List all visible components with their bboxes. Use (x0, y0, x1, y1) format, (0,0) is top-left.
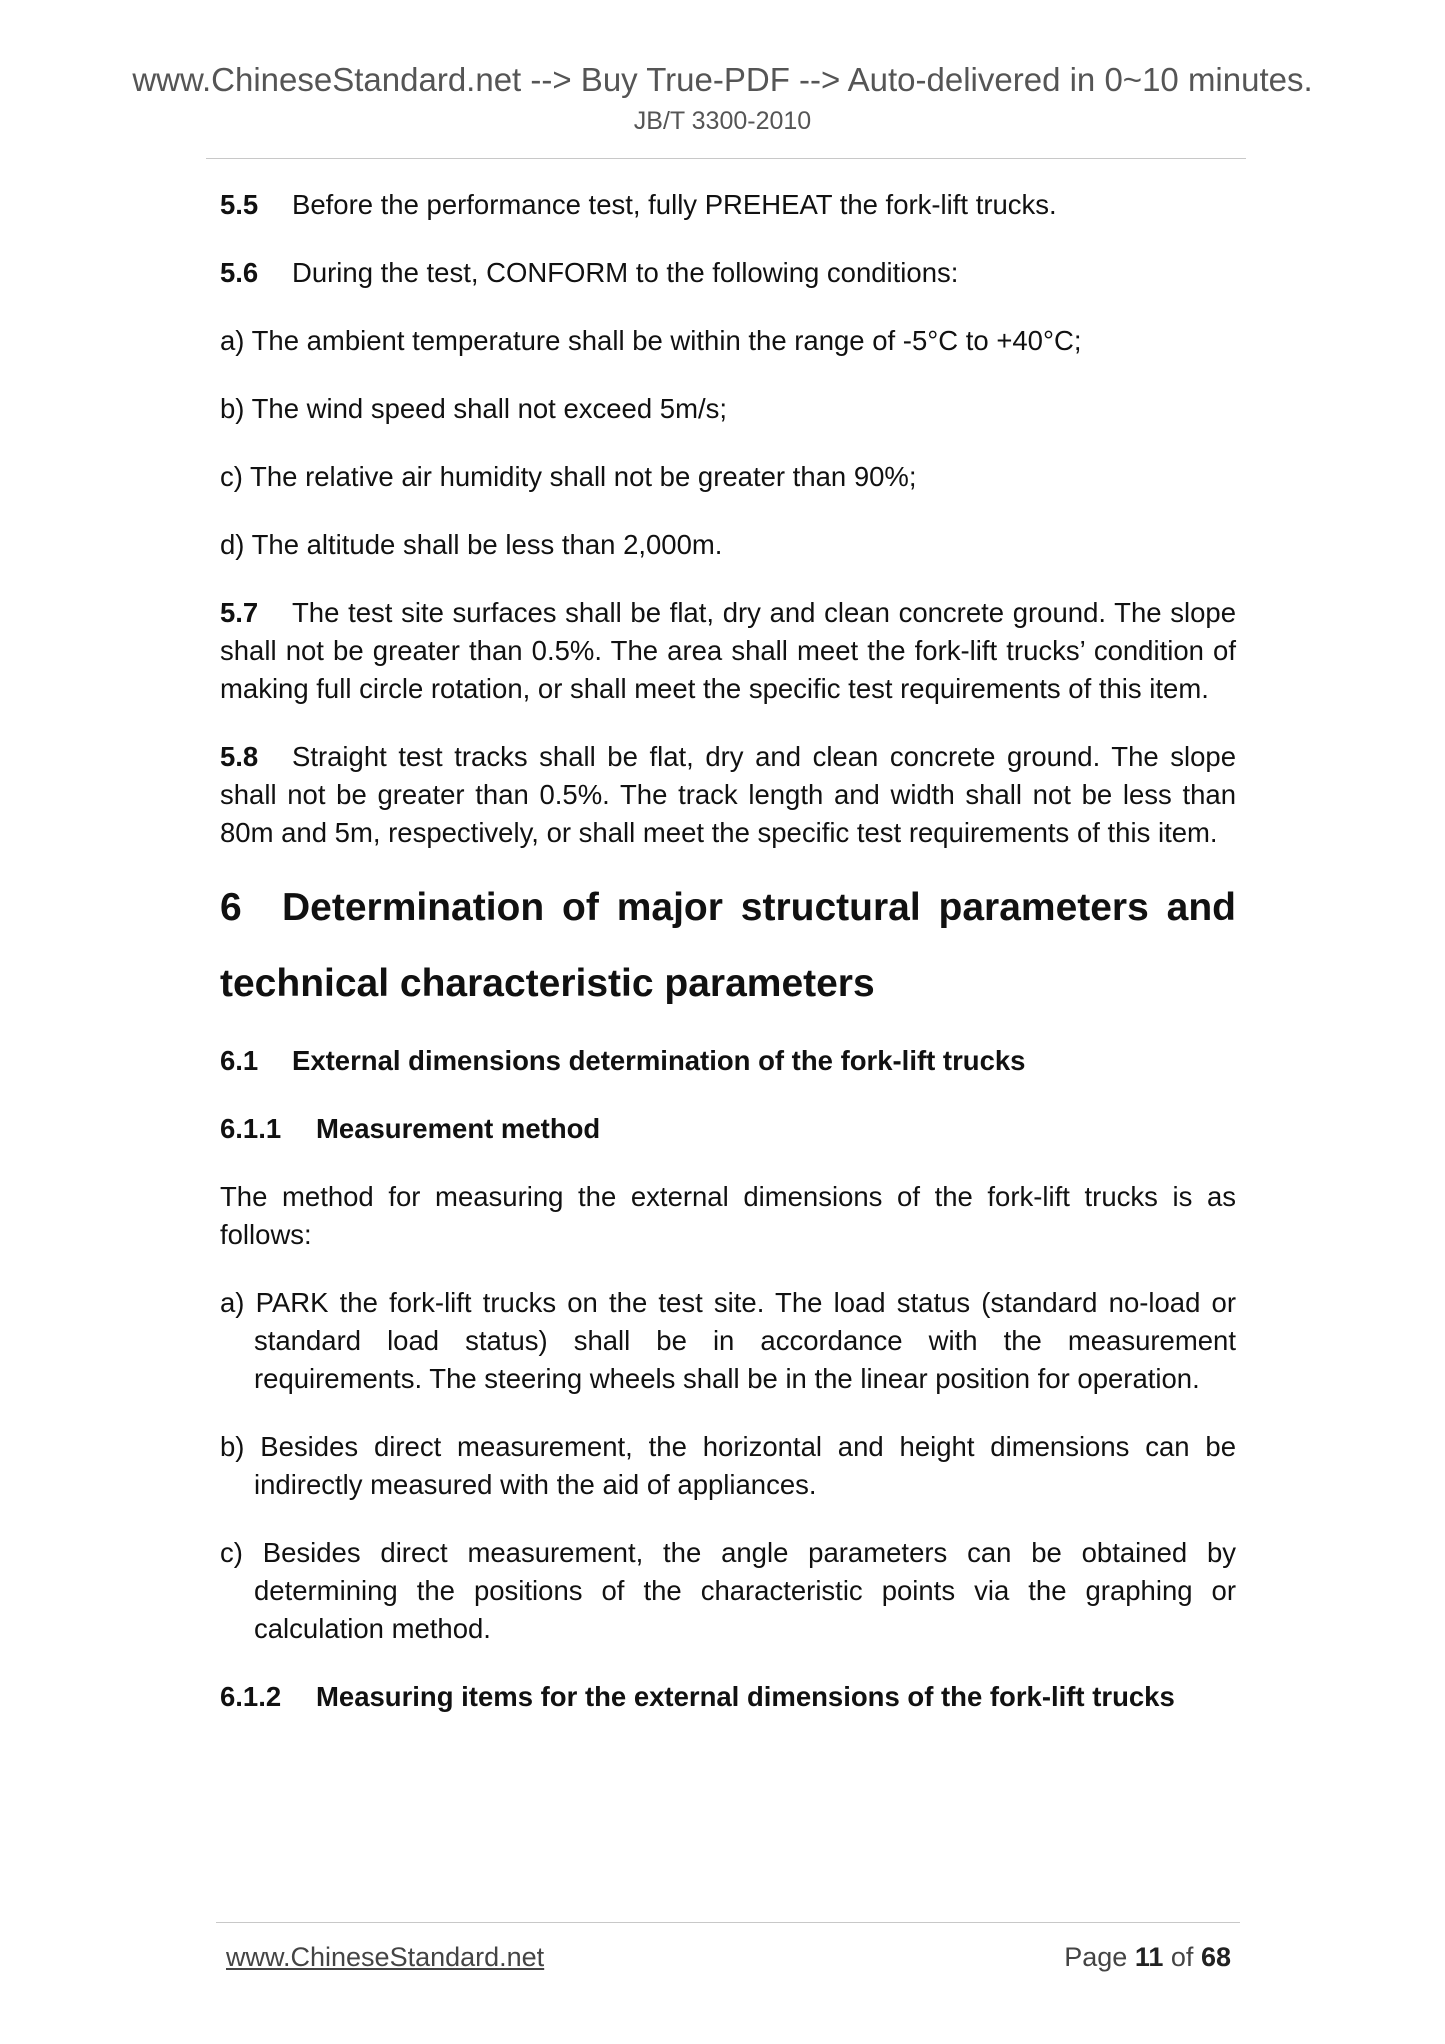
section-number: 6.1 (220, 1045, 259, 1076)
condition-item-b: b) The wind speed shall not exceed 5m/s; (220, 393, 728, 424)
clause-number: 5.5 (220, 189, 259, 220)
section-number: 6 (220, 886, 242, 929)
method-intro: The method for measuring the external dimensions of the fork-lift trucks is as follows: (220, 1181, 1236, 1250)
clause-number: 5.8 (220, 741, 259, 772)
section-title: Measurement method (316, 1113, 601, 1144)
item-text: PARK the fork-lift trucks on the test site. The load status (standard no-load or standard load status) shall be in accordance with the measurement requirements. The steering wheels shall be in the linear position for operation. (254, 1287, 1237, 1394)
section-number: 6.1.1 (220, 1113, 282, 1144)
clause-5-7 (220, 594, 1236, 708)
method-item-a (220, 1284, 1236, 1398)
header-banner[interactable]: www.ChineseStandard.net --> Buy True-PDF --> Auto-delivered in 0~10 minutes. (132, 61, 1313, 98)
section-6-1-heading (220, 1042, 1236, 1080)
footer-site-link[interactable]: www.ChineseStandard.net (226, 1942, 545, 1972)
clause-text: During the test, CONFORM to the following conditions: (292, 257, 959, 288)
section-number: 6.1.2 (220, 1681, 282, 1712)
clause-5-8 (220, 738, 1236, 852)
footer-divider (216, 1922, 1240, 1923)
item-label: c) (220, 1537, 243, 1568)
section-6-heading (220, 870, 1236, 1022)
clause-text: Straight test tracks shall be flat, dry and clean concrete ground. The slope shall not be greater than 0.5%. The track length and width shall not be less than 80m and 5m, respectively, or shall meet the specific test requirements of this item. (220, 741, 1236, 848)
clause-number: 5.7 (220, 597, 259, 628)
document-body (220, 186, 1236, 1716)
standard-code: JB/T 3300-2010 (633, 107, 812, 135)
page-of: of (1170, 1942, 1194, 1972)
section-title: External dimensions determination of the fork-lift trucks (292, 1045, 1026, 1076)
item-text: Besides direct measurement, the angle parameters can be obtained by determining the positions of the characteristic points via the graphing or calculation method. (254, 1537, 1237, 1644)
clause-5-5 (220, 186, 1236, 224)
item-label: a) (220, 1287, 245, 1318)
clause-text: The test site surfaces shall be flat, dry and clean concrete ground. The slope shall not be greater than 0.5%. The area shall meet the fork-lift trucks’ condition of making full circle rotation, or shall meet the specific test requirements of this item. (220, 597, 1236, 704)
condition-item-a: a) The ambient temperature shall be within the range of -5°C to +40°C; (220, 325, 1082, 356)
condition-item-c: c) The relative air humidity shall not be greater than 90%; (220, 461, 917, 492)
page-current: 11 (1134, 1942, 1164, 1972)
section-title: Measuring items for the external dimensions of the fork-lift trucks (316, 1681, 1175, 1712)
condition-item-d: d) The altitude shall be less than 2,000m. (220, 529, 723, 560)
item-text: Besides direct measurement, the horizontal and height dimensions can be indirectly measured with the aid of appliances. (254, 1431, 1236, 1500)
section-6-1-2-heading (220, 1678, 1236, 1716)
section-title: Determination of major structural parameters and technical characteristic parameters (220, 886, 1236, 1005)
page-prefix: Page (1064, 1942, 1128, 1972)
clause-text: Before the performance test, fully PREHEAT the fork-lift trucks. (292, 189, 1057, 220)
item-label: b) (220, 1431, 245, 1462)
method-item-c (220, 1534, 1236, 1648)
section-6-1-1-heading (220, 1110, 1236, 1148)
page-indicator (1064, 1940, 1231, 1974)
page-total: 68 (1200, 1942, 1231, 1972)
method-item-b (220, 1428, 1236, 1504)
header-divider (206, 158, 1246, 159)
clause-number: 5.6 (220, 257, 259, 288)
clause-5-6 (220, 254, 1236, 292)
